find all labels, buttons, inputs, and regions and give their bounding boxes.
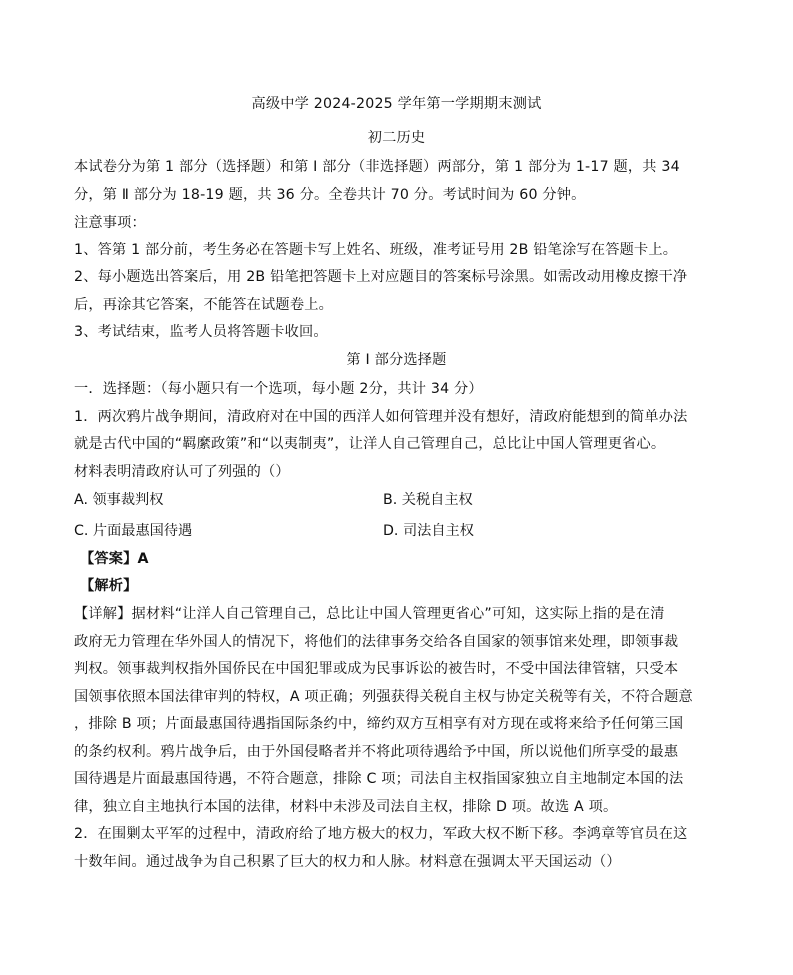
q1-stem-line-2: 就是古代中国的“羁縻政策”和“以夷制夷”，让洋人自己管理自己，总比让中国人管理更省心。 xyxy=(74,436,666,452)
q1-stem-line-3: 材料表明清政府认可了列强的（） xyxy=(74,464,290,480)
exam-title: 高级中学 2024-2025 学年第一学期期末测试 xyxy=(251,96,542,112)
q1-detail-line: 【详解】据材料“让洋人自己管理自己，总比让中国人管理更省心”可知，这实际上指的是在清 xyxy=(74,606,665,622)
notes-item-2-line-2: 后，再涂其它答案，不能答在试题卷上。 xyxy=(74,297,333,313)
notes-heading: 注意事项： xyxy=(74,215,146,231)
q1-option-c: C. 片面最惠国待遇 xyxy=(74,523,193,539)
notes-item-3: 3、考试结束，监考人员将答题卡收回。 xyxy=(74,324,328,340)
section-instruction: 一．选择题：（每小题只有一个选项，每小题 2分，共计 34 分） xyxy=(74,381,483,397)
notes-item-2-line-1: 2、每小题选出答案后，用 2B 铅笔把答题卡上对应题目的答案标号涂黑。如需改动用橡皮擦干净 xyxy=(74,269,688,285)
q1-detail-line: 的条约权利。鸦片战争后，由于外国侵略者并不将此项待遇给予中国，所以说他们所享受的最惠 xyxy=(74,744,679,760)
q1-option-a: A. 领事裁判权 xyxy=(74,492,164,508)
q1-answer: 【答案】A xyxy=(80,551,149,567)
section-title: 第 Ⅰ 部分选择题 xyxy=(346,352,447,368)
notes-item-1: 1、答第 1 部分前，考生务必在答题卡写上姓名、班级，准考证号用 2B 铅笔涂写在答题卡上。 xyxy=(74,242,678,258)
q1-detail-line: ，排除 B 项；片面最惠国待遇指国际条约中，缔约双方互相享有对方现在或将来给予任何第三国 xyxy=(74,716,684,732)
q1-detail-line: 律，独立自主地执行本国的法律，材料中未涉及司法自主权，排除 D 项。故选 A 项。 xyxy=(74,799,618,815)
q1-detail-line: 判权。领事裁判权指外国侨民在中国犯罪或成为民事诉讼的被告时，不受中国法律管辖，只受本 xyxy=(74,661,679,677)
q2-stem-line-1: 2．在围剿太平军的过程中，清政府给了地方极大的权力，军政大权不断下移。李鸿章等官员在这 xyxy=(74,826,688,842)
q1-option-d: D. 司法自主权 xyxy=(383,523,474,539)
exam-subject: 初二历史 xyxy=(367,130,426,146)
q1-option-b: B. 关税自主权 xyxy=(383,492,473,508)
q1-detail-line: 国待遇是片面最惠国待遇，不符合题意，排除 C 项；司法自主权指国家独立自主地制定本国的法 xyxy=(74,771,684,787)
q1-stem-line-1: 1．两次鸦片战争期间，清政府对在中国的西洋人如何管理并没有想好，清政府能想到的简单办法 xyxy=(74,409,688,425)
q2-stem-line-2: 十数年间。通过战争为自己积累了巨大的权力和人脉。材料意在强调太平天国运动（） xyxy=(74,854,621,870)
q1-detail-line: 政府无力管理在华外国人的情况下，将他们的法律事务交给各自国家的领事馆来处理，即领事裁 xyxy=(74,634,679,650)
q1-analysis-label: 【解析】 xyxy=(80,578,138,594)
q1-detail-line: 国领事依照本国法律审判的特权，A 项正确；列强获得关税自主权与协定关税等有关，不符合题意 xyxy=(74,689,693,705)
intro-line-2: 分，第 Ⅱ 部分为 18-19 题，共 36 分。全卷共计 70 分。考试时间为 60 分钟。 xyxy=(74,187,586,203)
intro-line-1: 本试卷分为第 1 部分（选择题）和第 Ⅰ 部分（非选择题）两部分，第 1 部分为 1-17 题，共 34 xyxy=(74,159,680,175)
